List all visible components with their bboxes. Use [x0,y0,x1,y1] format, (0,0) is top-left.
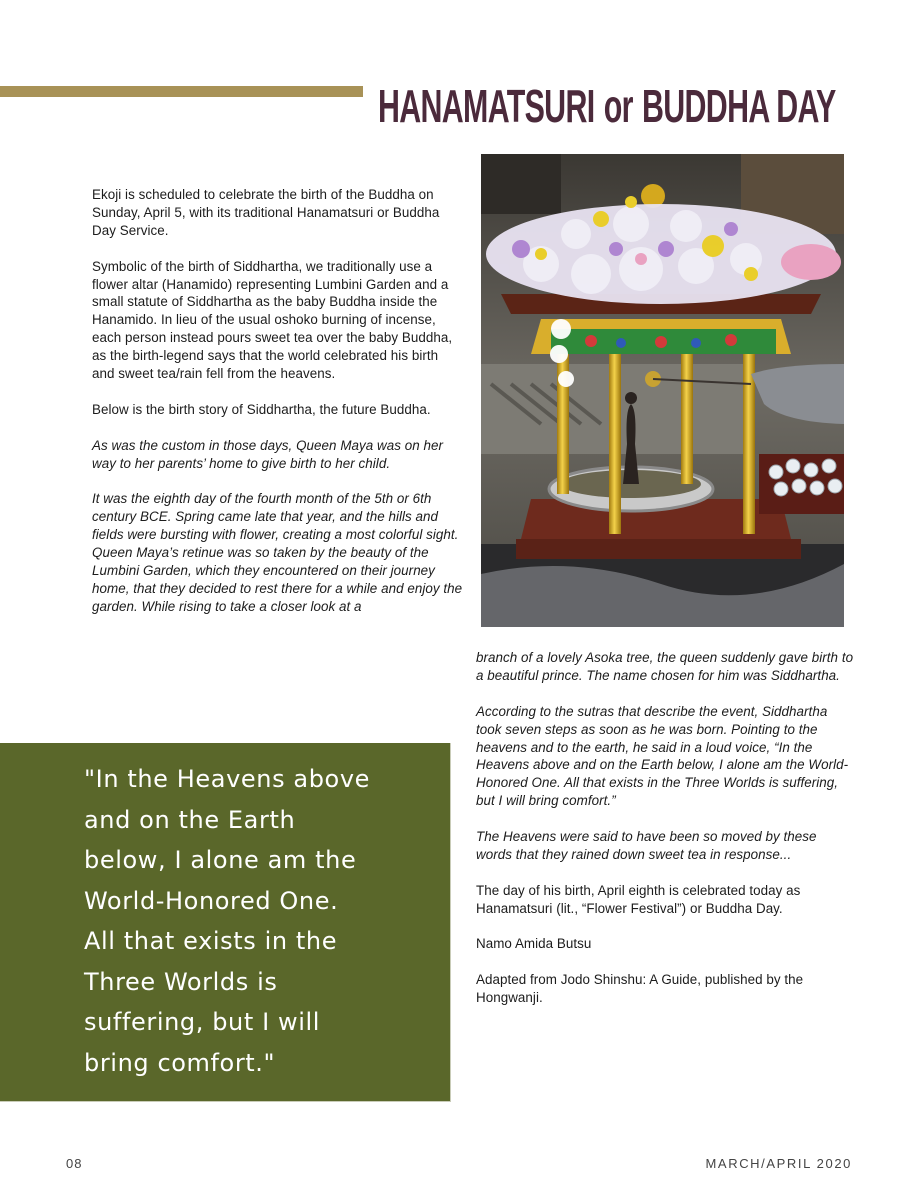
title-or: or [603,80,633,132]
page-number: 08 [66,1156,83,1171]
title-part-2: BUDDHA DAY [642,80,836,132]
title-part-1: HANAMATSURI [378,80,595,132]
paragraph-symbolic: Symbolic of the birth of Siddhartha, we traditionally use a flower altar (Hanamido) representing Lumbini Garden and a small statute of Siddhartha as the baby Buddha inside the Hanamido. In lieu of the usual oshoko burning of incense, each person instead pours sweet tea over the baby Buddha, as the birth-legend says that the world celebrated his birth and sweet tea/rain fell from the heavens. [92,258,453,382]
paragraph-story-3: branch of a lovely Asoka tree, the queen suddenly gave birth to a beautiful prince. The name chosen for him was Siddhartha. [476,650,854,683]
paragraph-below: Below is the birth story of Siddhartha, the future Buddha. [92,401,431,417]
paragraph-story-1: As was the custom in those days, Queen Maya was on her way to her parents’ home to give birth to her child. [92,437,444,471]
issue-date: MARCH/APRIL 2020 [705,1156,852,1171]
paragraph-day-of-birth: The day of his birth, April eighth is celebrated today as Hanamatsuri (lit., “Flower Festival”) or Buddha Day. [476,882,801,916]
paragraph-heavens: The Heavens were said to have been so moved by these words that they rained down sweet tea in response... [476,829,817,862]
paragraph-story-2: It was the eighth day of the fourth month of the 5th or 6th century BCE. Spring came late that year, and the hills and fields were bursting with flower, creating a most colorful sight. Queen Maya’s retinue was so taken by the beauty of the Lumbini Garden, which they encountered on their journey home, that they decided to rest there for a while and enjoy the garden. While rising to take a closer look at a [92,491,463,614]
paragraph-nembutsu: Namo Amida Butsu [476,936,592,952]
flower-altar-image [481,154,844,627]
accent-bar [0,86,363,97]
hanamido-photo [481,154,844,627]
article-left-column [92,186,464,616]
pull-quote-box [0,743,451,1102]
article-right-column [476,649,854,1007]
paragraph-source: Adapted from Jodo Shinshu: A Guide, published by the Hongwanji. [476,972,804,1006]
paragraph-intro: Ekoji is scheduled to celebrate the birth of the Buddha on Sunday, April 5, with its traditional Hanamatsuri or Buddha Day Service. [92,187,440,238]
page-title [378,80,836,132]
paragraph-sutras: According to the sutras that describe the event, Siddhartha took seven steps as soon as he was born. Pointing to the heavens and to the earth, he said in a loud voice, “In the Heavens above and on the Earth below, I alone am the World-Honored One. All that exists in the Three Worlds is suffering, but I will bring comfort.” [476,703,849,809]
pull-quote-text: "In the Heavens above and on the Earth below, I alone am the World-Honored One. All that exists in the Three Worlds is suffering, but I will bring comfort." [84,765,370,1077]
